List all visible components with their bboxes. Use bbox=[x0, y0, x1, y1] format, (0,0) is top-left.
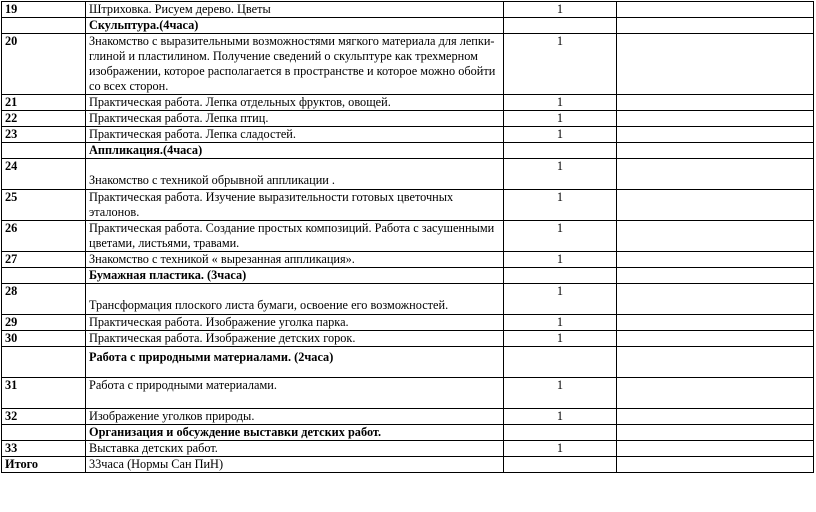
lesson-plan-table bbox=[1, 1, 814, 473]
empty-cell bbox=[617, 111, 814, 127]
lesson-topic: Практическая работа. Изучение выразительности готовых цветочных эталонов. bbox=[86, 190, 504, 221]
table-row bbox=[2, 190, 814, 221]
lesson-number: 27 bbox=[2, 252, 86, 268]
lesson-hours: 1 bbox=[504, 2, 617, 18]
lesson-number: 30 bbox=[2, 331, 86, 347]
lesson-topic: Практическая работа. Лепка птиц. bbox=[86, 111, 504, 127]
lesson-topic: Выставка детских работ. bbox=[86, 441, 504, 457]
lesson-number: 24 bbox=[2, 159, 86, 190]
empty-cell bbox=[2, 143, 86, 159]
section-title: Скульптура.(4часа) bbox=[86, 18, 504, 34]
lesson-hours: 1 bbox=[504, 252, 617, 268]
empty-cell bbox=[617, 441, 814, 457]
lesson-topic bbox=[86, 159, 504, 190]
lesson-hours: 1 bbox=[504, 284, 617, 315]
lesson-hours: 1 bbox=[504, 95, 617, 111]
lesson-topic: Знакомство с выразительными возможностями мягкого материала для лепки-глиной и пластилином. Получение сведений о скульптуре как трехмерном изображении, которое располагается в пространстве и которое можно обойти со всех сторон. bbox=[86, 34, 504, 95]
lesson-hours: 1 bbox=[504, 409, 617, 425]
table-row bbox=[2, 34, 814, 95]
empty-cell bbox=[2, 425, 86, 441]
table-row bbox=[2, 409, 814, 425]
lesson-topic: Практическая работа. Изображение детских горок. bbox=[86, 331, 504, 347]
lesson-topic: Штриховка. Рисуем дерево. Цветы bbox=[86, 2, 504, 18]
lesson-topic: Знакомство с техникой « вырезанная аппликация». bbox=[86, 252, 504, 268]
total-hours-text: 33часа (Нормы Сан ПиН) bbox=[86, 457, 504, 473]
section-title bbox=[86, 347, 504, 378]
lesson-hours: 1 bbox=[504, 159, 617, 190]
table-row bbox=[2, 315, 814, 331]
empty-cell bbox=[2, 268, 86, 284]
lesson-number: 23 bbox=[2, 127, 86, 143]
lesson-number: 31 bbox=[2, 378, 86, 409]
empty-cell bbox=[504, 347, 617, 378]
empty-cell bbox=[504, 143, 617, 159]
total-hours bbox=[504, 457, 617, 473]
lesson-topic bbox=[86, 284, 504, 315]
lesson-hours: 1 bbox=[504, 331, 617, 347]
empty-cell bbox=[617, 95, 814, 111]
lesson-topic-text: Знакомство с техникой обрывной аппликации . bbox=[89, 173, 336, 187]
lesson-hours: 1 bbox=[504, 34, 617, 95]
lesson-number: 19 bbox=[2, 2, 86, 18]
section-title-text: Работа с природными материалами. (2часа) bbox=[89, 350, 334, 364]
section-title: Организация и обсуждение выставки детских работ. bbox=[86, 425, 504, 441]
table-row bbox=[2, 252, 814, 268]
empty-cell bbox=[617, 127, 814, 143]
table-row bbox=[2, 111, 814, 127]
empty-cell bbox=[617, 425, 814, 441]
empty-cell bbox=[617, 268, 814, 284]
empty-cell bbox=[617, 252, 814, 268]
lesson-hours: 1 bbox=[504, 441, 617, 457]
empty-cell bbox=[617, 347, 814, 378]
empty-cell bbox=[617, 2, 814, 18]
lesson-number: 20 bbox=[2, 34, 86, 95]
lesson-topic: Практическая работа. Лепка сладостей. bbox=[86, 127, 504, 143]
empty-cell bbox=[2, 347, 86, 378]
table-row bbox=[2, 2, 814, 18]
table-row bbox=[2, 378, 814, 409]
section-title: Бумажная пластика. (3часа) bbox=[86, 268, 504, 284]
empty-cell bbox=[617, 221, 814, 252]
empty-cell bbox=[617, 315, 814, 331]
section-row bbox=[2, 347, 814, 378]
lesson-number: 22 bbox=[2, 111, 86, 127]
lesson-number: 28 bbox=[2, 284, 86, 315]
lesson-number: 33 bbox=[2, 441, 86, 457]
lesson-topic: Практическая работа. Изображение уголка парка. bbox=[86, 315, 504, 331]
lesson-hours: 1 bbox=[504, 111, 617, 127]
total-label: Итого bbox=[2, 457, 86, 473]
section-title: Аппликация.(4часа) bbox=[86, 143, 504, 159]
total-row bbox=[2, 457, 814, 473]
lesson-hours: 1 bbox=[504, 378, 617, 409]
lesson-topic: Работа с природными материалами. bbox=[86, 378, 504, 409]
table-row bbox=[2, 95, 814, 111]
empty-cell bbox=[617, 18, 814, 34]
empty-cell bbox=[504, 18, 617, 34]
section-row bbox=[2, 268, 814, 284]
empty-cell bbox=[617, 409, 814, 425]
empty-cell bbox=[504, 268, 617, 284]
lesson-topic-text: Трансформация плоского листа бумаги, освоение его возможностей. bbox=[89, 298, 449, 312]
lesson-hours: 1 bbox=[504, 190, 617, 221]
lesson-hours: 1 bbox=[504, 221, 617, 252]
lesson-number: 25 bbox=[2, 190, 86, 221]
empty-cell bbox=[617, 159, 814, 190]
empty-cell bbox=[504, 425, 617, 441]
lesson-topic: Практическая работа. Лепка отдельных фруктов, овощей. bbox=[86, 95, 504, 111]
empty-cell bbox=[617, 331, 814, 347]
lesson-topic: Изображение уголков природы. bbox=[86, 409, 504, 425]
table-row bbox=[2, 221, 814, 252]
table-row bbox=[2, 159, 814, 190]
section-row bbox=[2, 18, 814, 34]
table-row bbox=[2, 284, 814, 315]
empty-cell bbox=[617, 457, 814, 473]
lesson-number: 32 bbox=[2, 409, 86, 425]
empty-cell bbox=[617, 143, 814, 159]
empty-cell bbox=[2, 18, 86, 34]
empty-cell bbox=[617, 378, 814, 409]
lesson-number: 26 bbox=[2, 221, 86, 252]
lesson-topic: Практическая работа. Создание простых композиций. Работа с засушенными цветами, листьями, травами. bbox=[86, 221, 504, 252]
section-row bbox=[2, 425, 814, 441]
lesson-number: 21 bbox=[2, 95, 86, 111]
empty-cell bbox=[617, 284, 814, 315]
lesson-hours: 1 bbox=[504, 315, 617, 331]
empty-cell bbox=[617, 34, 814, 95]
empty-cell bbox=[617, 190, 814, 221]
table-row bbox=[2, 441, 814, 457]
table-row bbox=[2, 331, 814, 347]
lesson-number: 29 bbox=[2, 315, 86, 331]
section-row bbox=[2, 143, 814, 159]
lesson-hours: 1 bbox=[504, 127, 617, 143]
table-row bbox=[2, 127, 814, 143]
